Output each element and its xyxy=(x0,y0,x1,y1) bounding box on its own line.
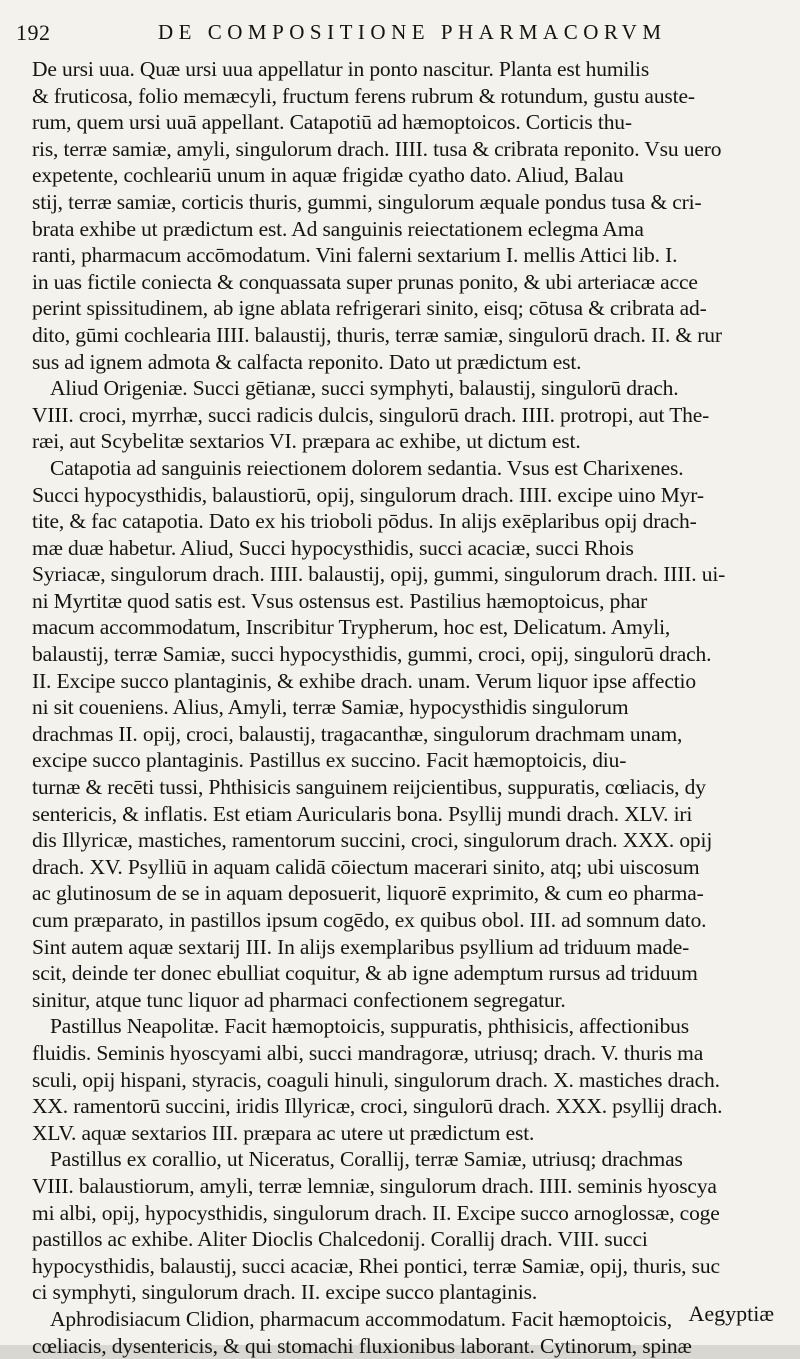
text-line: sentericis, & inflatis. Est etiam Auricularis bona. Psyllij mundi drach. XLV. iri xyxy=(32,801,790,828)
text-line: rum, quem ursi uuā appellant. Catapotiū ad hæmoptoicos. Corticis thu- xyxy=(32,109,790,136)
text-line: De ursi uua. Quæ ursi uua appellatur in ponto nascitur. Planta est humilis xyxy=(32,56,790,83)
text-line: pastillos ac exhibe. Aliter Dioclis Chalcedonij. Corallij drach. VIII. succi xyxy=(32,1226,790,1253)
text-line: II. Excipe succo plantaginis, & exhibe drach. unam. Verum liquor ipse affectio xyxy=(32,668,790,695)
text-line: excipe succo plantaginis. Pastillus ex succino. Facit hæmoptoicis, diu- xyxy=(32,747,790,774)
text-line: Aliud Origeniæ. Succi gētianæ, succi symphyti, balaustij, singulorū drach. xyxy=(32,375,790,402)
text-line: sculi, opij hispani, styracis, coaguli hinuli, singulorum drach. X. mastiches drach. xyxy=(32,1067,790,1094)
text-line: drach. XV. Psylliū in aquam calidā cōiectum macerari sinito, atq; ubi uiscosum xyxy=(32,854,790,881)
text-line: dis Illyricæ, mastiches, ramentorum succini, croci, singulorum drach. XXX. opij xyxy=(32,827,790,854)
text-line: balaustij, terræ Samiæ, succi hypocysthidis, gummi, croci, opij, singulorū drach. xyxy=(32,641,790,668)
text-line: Pastillus ex corallio, ut Niceratus, Corallij, terræ Samiæ, utriusq; drachmas xyxy=(32,1146,790,1173)
text-line: ris, terræ samiæ, amyli, singulorum drach. IIII. tusa & cribrata reponito. Vsu uero xyxy=(32,136,790,163)
text-line: cum præparato, in pastillos ipsum cogēdo, ex quibus obol. III. ad somnum dato. xyxy=(32,907,790,934)
text-line: ni Myrtitæ quod satis est. Vsus ostensus est. Pastilius hæmoptoicus, phar xyxy=(32,588,790,615)
text-block xyxy=(32,56,790,1359)
text-line: sus ad ignem admota & calfacta reponito. Dato ut prædictum est. xyxy=(32,349,790,376)
text-line: perint spissitudinem, ab igne ablata refrigerari sinito, eisq; cōtusa & cribrata ad- xyxy=(32,295,790,322)
text-line: Catapotia ad sanguinis reiectionem dolorem sedantia. Vsus est Charixenes. xyxy=(32,455,790,482)
text-line: ci symphyti, singulorum drach. II. excipe succo plantaginis. xyxy=(32,1279,790,1306)
text-line: dito, gūmi cochlearia IIII. balaustij, thuris, terræ samiæ, singulorū drach. II. & rur xyxy=(32,322,790,349)
page-header xyxy=(16,18,786,52)
text-line: tite, & fac catapotia. Dato ex his trioboli pōdus. In alijs exēplaribus opij drach- xyxy=(32,508,790,535)
text-line: Sint autem aquæ sextarij III. In alijs exemplaribus psyllium ad triduum made- xyxy=(32,934,790,961)
text-line: Aphrodisiacum Clidion, pharmacum accommodatum. Facit hæmoptoicis, xyxy=(32,1306,790,1333)
text-line: mæ duæ habetur. Aliud, Succi hypocysthidis, succi acaciæ, succi Rhois xyxy=(32,535,790,562)
text-line: turnæ & recēti tussi, Phthisicis sanguinem reijcientibus, suppuratis, cœliacis, dy xyxy=(32,774,790,801)
text-line: ac glutinosum de se in aquam deposuerit, liquorē exprimito, & cum eo pharma- xyxy=(32,880,790,907)
page-number: 192 xyxy=(16,20,51,46)
text-line: ni sit coueniens. Alius, Amyli, terræ Samiæ, hypocysthidis singulorum xyxy=(32,694,790,721)
text-line: fluidis. Seminis hyoscyami albi, succi mandragoræ, utriusq; drach. V. thuris ma xyxy=(32,1040,790,1067)
text-line: Pastillus Neapolitæ. Facit hæmoptoicis, suppuratis, phthisicis, affectionibus xyxy=(32,1013,790,1040)
text-line: VIII. balaustiorum, amyli, terræ lemniæ, singulorum drach. IIII. seminis hyoscya xyxy=(32,1173,790,1200)
text-line: stij, terræ samiæ, corticis thuris, gummi, singulorum æquale pondus tusa & cri- xyxy=(32,189,790,216)
text-line: Succi hypocysthidis, balaustiorū, opij, singulorum drach. IIII. excipe uino Myr- xyxy=(32,482,790,509)
text-line: XLV. aquæ sextarios III. præpara ac utere ut prædictum est. xyxy=(32,1120,790,1147)
text-line: expetente, cochleariū unum in aquæ frigidæ cyatho dato. Aliud, Balau xyxy=(32,162,790,189)
text-line: scit, deinde ter donec ebulliat coquitur, & ab igne ademptum rursus ad triduum xyxy=(32,960,790,987)
text-line: brata exhibe ut prædictum est. Ad sanguinis reiectationem eclegma Ama xyxy=(32,216,790,243)
text-line: drachmas II. opij, croci, balaustij, tragacanthæ, singulorum drachmam unam, xyxy=(32,721,790,748)
text-line: & fruticosa, folio memæcyli, fructum ferens rubrum & rotundum, gustu auste- xyxy=(32,83,790,110)
text-line: Syriacæ, singulorum drach. IIII. balaustij, opij, gummi, singulorum drach. IIII. ui- xyxy=(32,561,790,588)
text-line: in uas fictile coniecta & conquassata super prunas ponito, & ubi arteriacæ acce xyxy=(32,269,790,296)
running-head: DE COMPOSITIONE PHARMACORVM xyxy=(158,20,786,45)
catchword: Aegyptiæ xyxy=(688,1301,774,1327)
text-line: ræi, aut Scybelitæ sextarios VI. præpara ac exhibe, ut dictum est. xyxy=(32,428,790,455)
text-line: sinitur, atque tunc liquor ad pharmaci confectionem segregatur. xyxy=(32,987,790,1014)
text-line: XX. ramentorū succini, iridis Illyricæ, croci, singulorū drach. XXX. psyllij drach. xyxy=(32,1093,790,1120)
text-line: VIII. croci, myrrhæ, succi radicis dulcis, singulorū drach. IIII. protropi, aut The- xyxy=(32,402,790,429)
text-line: mi albi, opij, hypocysthidis, singulorum drach. II. Excipe succo arnoglossæ, coge xyxy=(32,1200,790,1227)
text-line: ranti, pharmacum accōmodatum. Vini falerni sextarium I. mellis Attici lib. I. xyxy=(32,242,790,269)
text-line: cœliacis, dysentericis, & qui stomachi fluxionibus laborant. Cytinorum, spinæ xyxy=(32,1333,790,1359)
text-line: hypocysthidis, balaustij, succi acaciæ, Rhei pontici, terræ Samiæ, opij, thuris, suc xyxy=(32,1253,790,1280)
text-line: macum accommodatum, Inscribitur Trypherum, hoc est, Delicatum. Amyli, xyxy=(32,614,790,641)
